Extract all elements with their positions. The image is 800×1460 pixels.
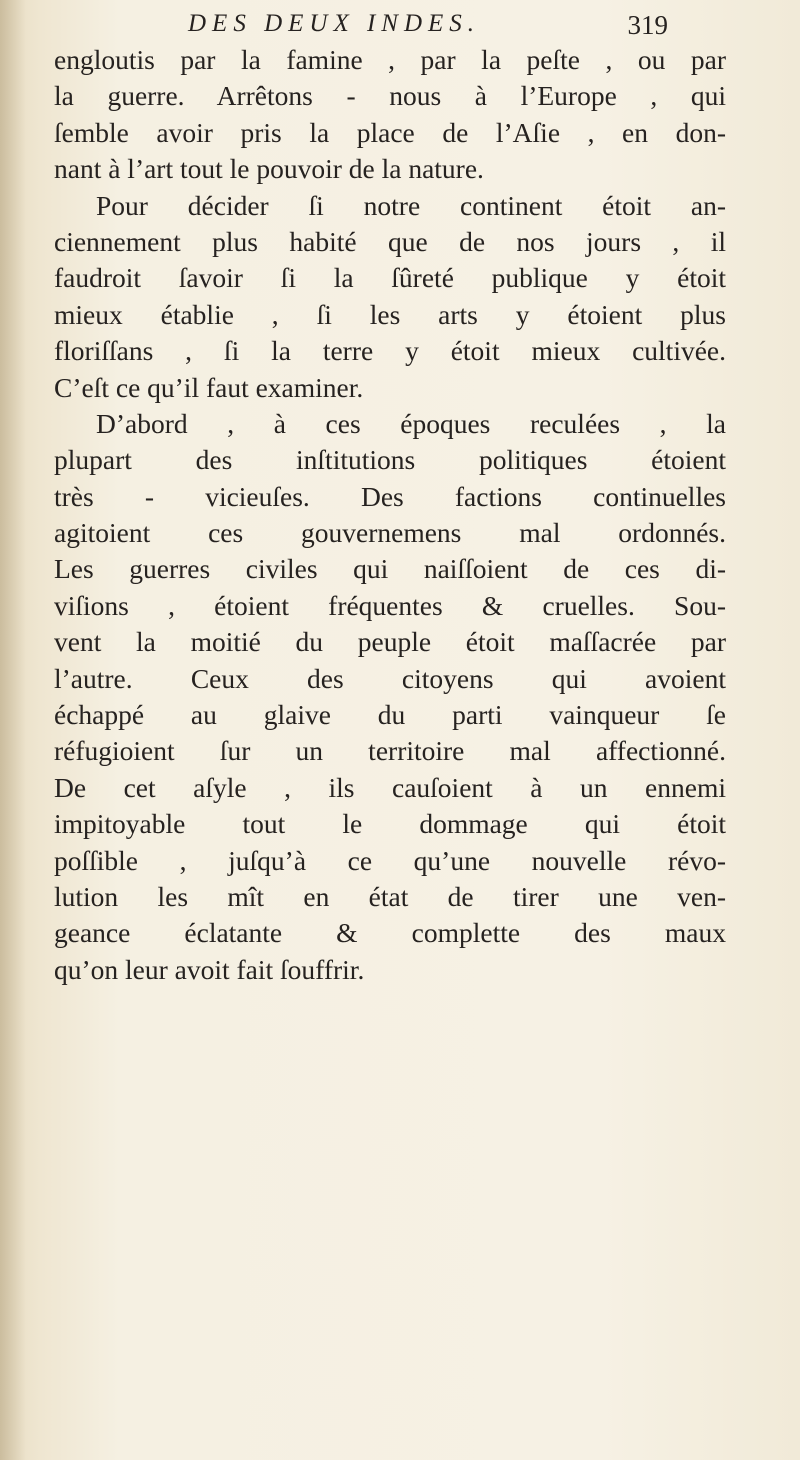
text-line: très - vicieuſes. Des factions continuelles [54,480,726,512]
text-line: plupart des inſtitutions politiques étoient [54,444,726,476]
text-line: vent la moitié du peuple étoit maſſacrée par [54,626,726,658]
text-line: faudroit ſavoir ſi la ſûreté publique y étoit [54,262,726,294]
text-line: engloutis par la famine , par la peſte , ou par [54,44,726,75]
text-line: geance éclatante & complette des maux [54,917,726,949]
text-line: viſions , étoient fréquentes & cruelles. Sou- [54,589,726,621]
body-text [54,42,726,988]
running-head-title: DES DEUX INDES. [188,10,481,37]
text-line: l’autre. Ceux des citoyens qui avoient [54,662,726,694]
text-line: De cet aſyle , ils cauſoient à un ennemi [54,771,726,803]
text-line: Les guerres civiles qui naiſſoient de ces di- [54,553,726,585]
text-line: ciennement plus habité que de nos jours , il [54,225,726,257]
page-number: 319 [627,10,668,40]
text-line: C’eſt ce qu’il faut examiner. [54,371,364,403]
text-line: impitoyable tout le dommage qui étoit [54,808,726,840]
text-line: nant à l’art tout le pouvoir de la nature. [54,153,484,185]
text-line: qu’on leur avoit fait ſouffrir. [54,953,365,985]
gutter-shadow [0,0,26,1460]
text-line: réfugioient ſur un territoire mal affectionné. [54,735,726,767]
text-line: poſſible , juſqu’à ce qu’une nouvelle révo- [54,844,726,876]
text-line: ſemble avoir pris la place de l’Aſie , en don- [54,116,726,148]
text-line: Pour décider ſi notre continent étoit an- [96,189,726,221]
text-line: échappé au glaive du parti vainqueur ſe [54,699,726,731]
text-line: agitoient ces gouvernemens mal ordonnés. [54,517,726,549]
text-line: la guerre. Arrêtons - nous à l’Europe , qui [54,80,726,112]
text-line: D’abord , à ces époques reculées , la [96,407,726,439]
text-line: floriſſans , ſi la terre y étoit mieux cultivée. [54,335,726,367]
text-line: lution les mît en état de tirer une ven- [54,880,726,912]
text-line: mieux établie , ſi les arts y étoient plus [54,298,726,330]
